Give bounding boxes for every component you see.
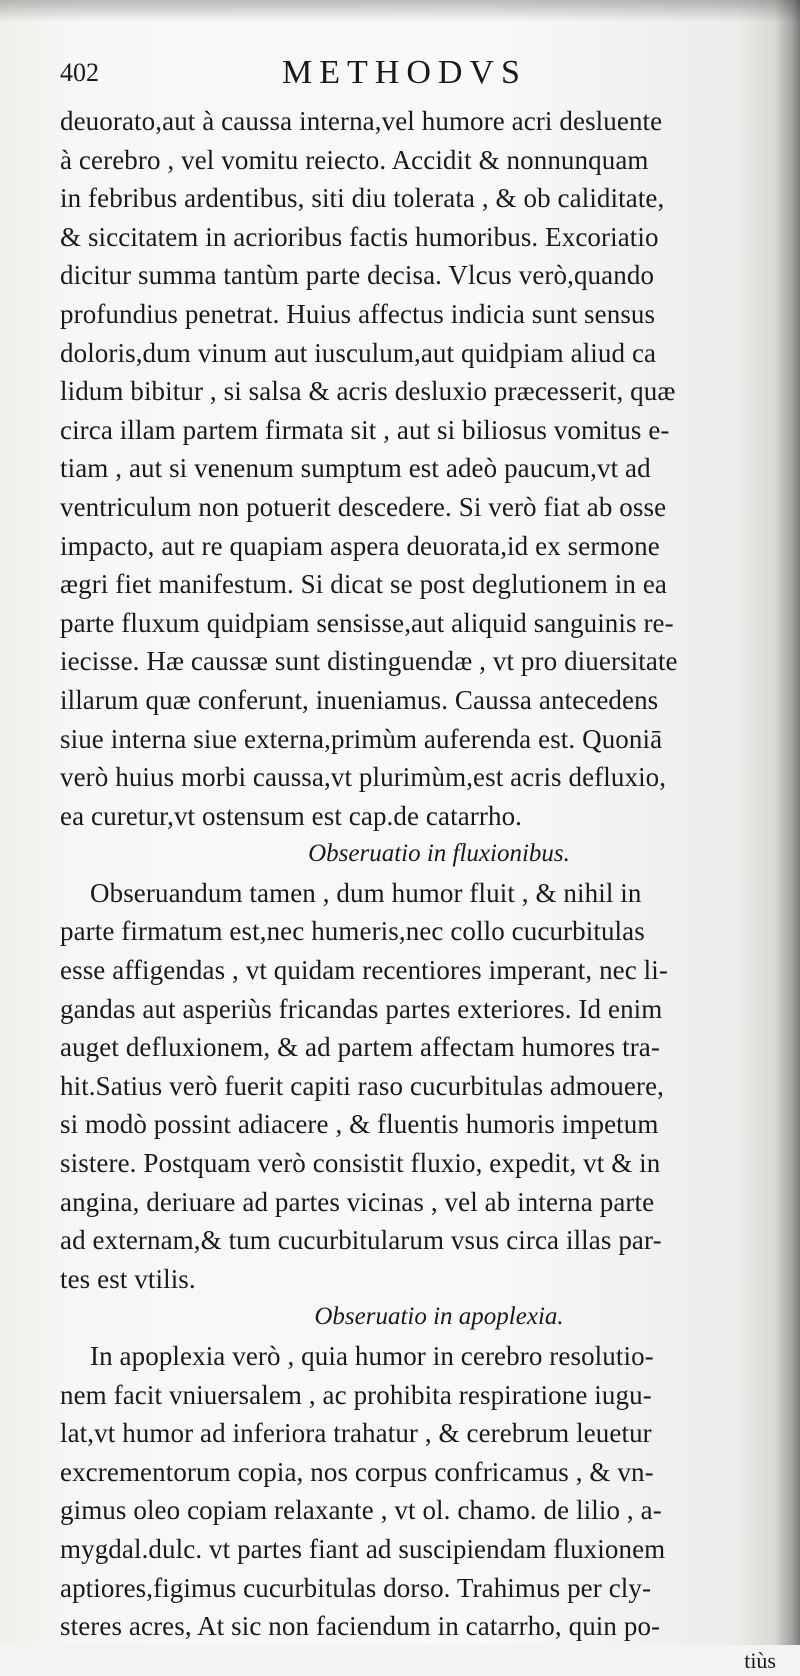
text-line: lidum bibitur , si salsa & acris desluxio præcesserit, quæ: [60, 376, 676, 407]
paragraph-3: [60, 1337, 778, 1646]
text-line: dicitur summa tantùm parte decisa. Vlcus verò,quando: [60, 260, 655, 291]
text-line: parte fluxum quidpiam sensisse,aut aliquid sanguinis re-: [60, 607, 674, 638]
text-line: impacto, aut re quapiam aspera deuorata,id ex sermone: [60, 530, 660, 561]
section-heading-fluxionibus: Obseruatio in fluxionibus.: [308, 840, 570, 868]
text-line: mygdal.dulc. vt partes fiant ad suscipiendam fluxionem: [60, 1533, 666, 1564]
text-line: aptiores,figimus cucurbitulas dorso. Trahimus per cly-: [60, 1572, 652, 1603]
section-heading-apoplexia: Obseruatio in apoplexia.: [314, 1303, 564, 1331]
text-line: ad externam,& tum cucurbitularum vsus circa illas par-: [60, 1225, 662, 1256]
text-line: circa illam partem firmata sit , aut si biliosus vomitus e-: [60, 414, 670, 445]
text-line: profundius penetrat. Huius affectus indicia sunt sensus: [60, 298, 656, 329]
text-line: Obseruandum tamen , dum humor fluit , & nihil in: [90, 877, 642, 908]
text-line: sistere. Postquam verò consistit fluxio, expedit, vt & in: [60, 1148, 661, 1179]
page-header: [60, 50, 778, 102]
text-line: verò huius morbi caussa,vt plurimùm,est acris defluxio,: [60, 762, 667, 793]
text-line: In apoplexia verò , quia humor in cerebro resolutio-: [90, 1341, 654, 1371]
text-line: excrementorum copia, nos corpus confricamus , & vn-: [60, 1456, 654, 1487]
text-line: esse affigendas , vt quidam recentiores imperant, nec li-: [60, 955, 668, 986]
page-number: 402: [60, 58, 99, 87]
text-line: siue interna siue externa,primùm auferenda est. Quoniā: [60, 723, 663, 754]
page-text-block: [60, 50, 778, 1676]
catchword: tiùs: [744, 1647, 776, 1673]
text-line: doloris,dum vinum aut iusculum,aut quidpiam aliud ca: [60, 337, 657, 368]
text-line: à cerebro , vel vomitu reiecto. Accidit & nonnunquam: [60, 144, 649, 175]
text-line: in febribus ardentibus, siti diu tolerata , & ob caliditate,: [60, 183, 665, 214]
paragraph-1: [60, 102, 778, 835]
text-line: lat,vt humor ad inferiora trahatur , & cerebrum leuetur: [60, 1418, 652, 1449]
text-line: deuorato,aut à caussa interna,vel humore acri desluente: [60, 106, 663, 136]
text-line: ea curetur,vt ostensum est cap.de catarrho.: [60, 800, 523, 831]
text-line: parte firmatum est,nec humeris,nec collo cucurbitulas: [60, 916, 645, 947]
text-line: auget defluxionem, & ad partem affectam humores tra-: [60, 1032, 660, 1063]
text-line: gimus oleo copiam relaxante , vt ol. chamo. de lilio , a-: [60, 1495, 662, 1526]
text-line: steres acres, At sic non faciendum in catarrho, quin po-: [60, 1611, 661, 1642]
text-line: iecisse. Hæ caussæ sunt distinguendæ , vt pro diuersitate: [60, 646, 678, 677]
text-line: illarum quæ conferunt, inueniamus. Caussa antecedens: [60, 684, 659, 715]
text-line: angina, deriuare ad partes vicinas , vel ab interna parte: [60, 1186, 655, 1217]
text-line: hit.Satius verò fuerit capiti raso cucurbitulas admouere,: [60, 1070, 665, 1101]
text-line: gandas aut asperiùs fricandas partes exteriores. Id enim: [60, 993, 663, 1024]
page-top-shadow: [0, 0, 800, 22]
text-line: & siccitatem in acrioribus factis humoribus. Excoriatio: [60, 221, 659, 252]
text-line: si modò possint adiacere , & fluentis humoris impetum: [60, 1109, 659, 1140]
text-line: nem facit vniuersalem , ac prohibita respiratione iugu-: [60, 1379, 652, 1410]
text-line: tes est vtilis.: [60, 1263, 196, 1294]
running-title: METHODVS: [282, 54, 527, 91]
text-line: ventriculum non potuerit descedere. Si verò fiat ab osse: [60, 491, 667, 522]
text-line: tiam , aut si venenum sumptum est adeò paucum,vt ad: [60, 453, 651, 484]
paragraph-2: [60, 874, 778, 1299]
text-line: ægri fiet manifestum. Si dicat se post deglutionem in ea: [60, 569, 667, 600]
